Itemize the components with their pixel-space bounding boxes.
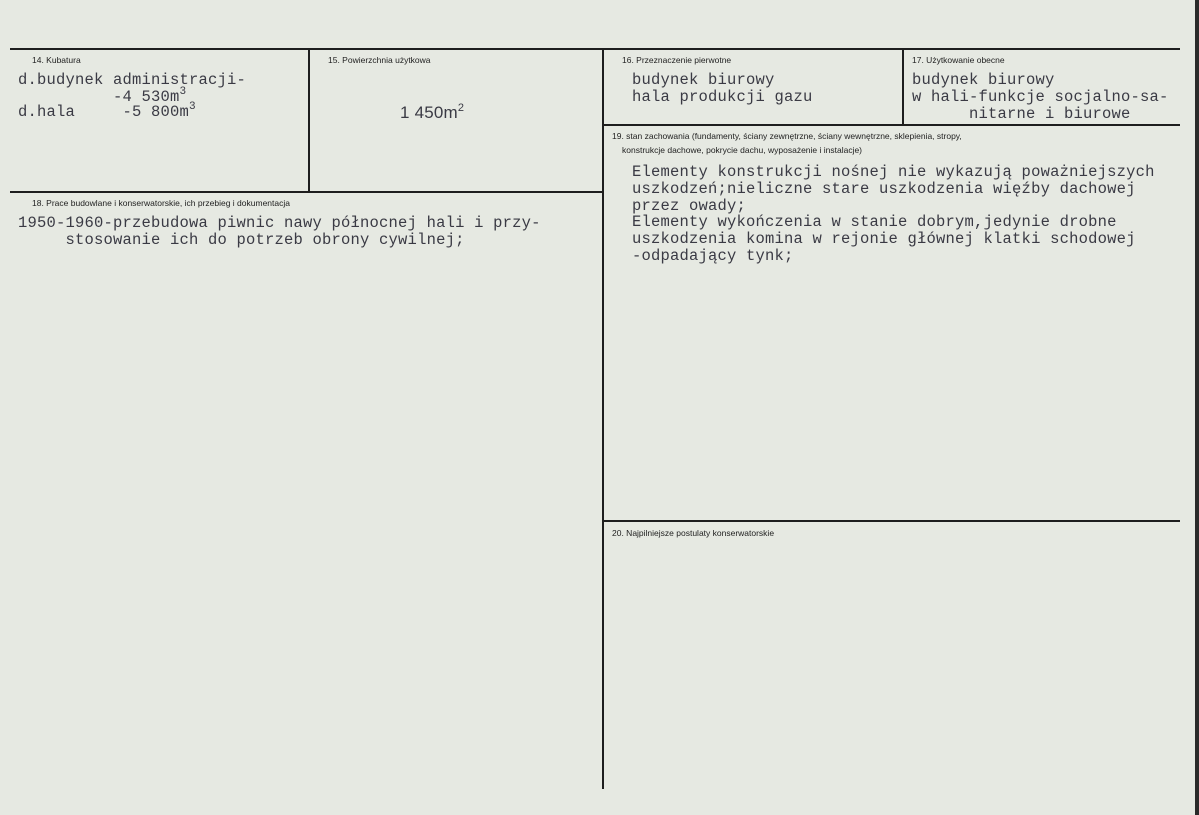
field-18-line-2: stosowanie ich do potrzeb obrony cywilnej; — [18, 231, 465, 249]
field-20-label: 20. Najpilniejsze postulaty konserwatorskie — [612, 528, 775, 538]
field-14-line-1: d.budynek administracji- — [18, 71, 247, 89]
field-19-label-line-1: 19. stan zachowania (fundamenty, ściany zewnętrzne, ściany wewnętrzne, sklepienia, stropy, — [612, 131, 962, 141]
center-divider — [602, 49, 604, 789]
card-edge — [1195, 0, 1199, 815]
field-19-label-line-2: konstrukcje dachowe, pokrycie dachu, wyposażenie i instalacje) — [622, 145, 863, 155]
field-14-unit-exp-2: 3 — [189, 101, 196, 113]
field-16-label: 16. Przeznaczenie pierwotne — [622, 55, 732, 65]
field-14-unit-exp-1: 3 — [179, 86, 187, 98]
field-15-unit-exp: 2 — [457, 102, 465, 114]
field-14-line-3: d.hala -5 $800m^3$ — [18, 101, 196, 121]
field-17-label: 17. Użytkowanie obecne — [912, 55, 1005, 65]
field-14-label: 14. Kubatura — [32, 55, 81, 65]
field-19-line-5: uszkodzenia komina w rejonie głównej klatki schodowej — [632, 230, 1136, 248]
field-19-line-1: Elementy konstrukcji nośnej nie wykazują poważniejszych — [632, 163, 1155, 181]
rule-above-field20 — [604, 520, 1180, 522]
field-15-label: 15. Powierzchnia użytkowa — [328, 55, 431, 65]
field-14-line-2: -4 $530m^3$ — [18, 86, 187, 106]
field-17-line-2: w hali-funkcje socjalno-sa- — [912, 88, 1169, 106]
field-18-line-1: 1950-1960-przebudowa piwnic nawy północnej hali i przy- — [18, 214, 541, 232]
field-19-line-6: -odpadający tynk; — [632, 247, 794, 265]
field-16-line-2: hala produkcji gazu — [632, 88, 813, 106]
rule-below-row1-left — [10, 191, 604, 193]
field-16-line-1: budynek biurowy — [632, 71, 775, 89]
rule-below-field17 — [604, 124, 1180, 126]
field-19-line-2: uszkodzeń;nieliczne stare uszkodzenia więźby dachowej — [632, 180, 1136, 198]
field-17-line-3: nitarne i biurowe — [912, 105, 1131, 123]
field-18-label: 18. Prace budowlane i konserwatorskie, ich przebieg i dokumentacja — [32, 198, 290, 208]
top-rule — [10, 48, 1180, 50]
field-15-value: 1 $450m^2$ — [400, 102, 465, 122]
field-17-line-1: budynek biurowy — [912, 71, 1055, 89]
field-19-line-3: przez owady; — [632, 197, 747, 215]
field-19-line-4: Elementy wykończenia w stanie dobrym,jedynie drobne — [632, 213, 1117, 231]
divider-16-17 — [902, 49, 904, 125]
divider-14-15 — [308, 49, 310, 192]
